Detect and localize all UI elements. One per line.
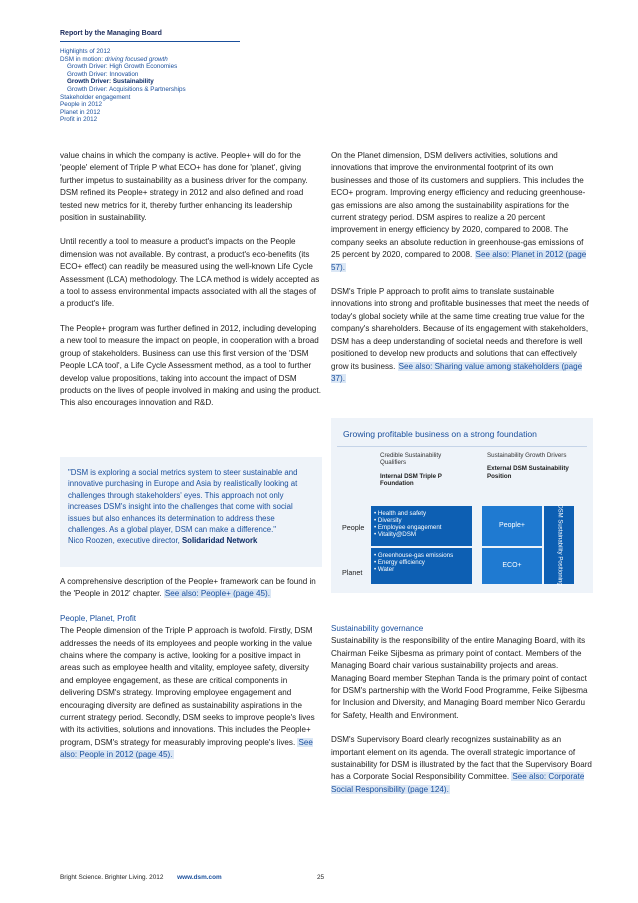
footer-url-link[interactable]: www.dsm.com (177, 874, 222, 881)
chapter-nav (60, 48, 240, 124)
report-header (60, 30, 240, 124)
eco-plus-label: ECO+ (502, 562, 522, 569)
page-footer (60, 874, 325, 881)
see-also-sharing-value-link[interactable]: See also: Sharing value among stakeholders (page 37). (331, 361, 583, 383)
nav-item-prefix: DSM in motion: (60, 55, 105, 63)
people-items-list (371, 506, 472, 542)
left-lower-column (60, 576, 322, 774)
column-header-text: Credible Sustainability Qualifiers (380, 452, 442, 467)
quote-text (68, 467, 314, 547)
nav-item-acquisitions[interactable]: Growth Driver: Acquisitions & Partnerships (67, 85, 186, 93)
people-plus-cell (482, 506, 542, 546)
paragraph-text: DSM's Supervisory Board clearly recognizes sustainability as an important element on its agenda. The overall strategic importance of sustainability for DSM is illustrated by the fact that the Supervisory Board has a Corporate Social Responsibility Committee. (331, 735, 592, 782)
paragraph (331, 286, 593, 385)
right-lower-column (331, 623, 593, 808)
planet-items-list (371, 548, 472, 577)
list-item: • Health and safety (374, 510, 427, 517)
right-column (331, 150, 593, 397)
nav-item-highlights[interactable]: Highlights of 2012 (60, 48, 111, 55)
quote-box (60, 457, 322, 567)
nav-item-dsm-in-motion[interactable] (60, 56, 240, 64)
section-title: Report by the Managing Board (60, 30, 240, 42)
see-also-csr-link[interactable]: See also: Corporate Social Responsibility (page 124). (331, 772, 585, 794)
paragraph-text: DSM's Triple P approach to profit aims to translate sustainable innovations into strong and profitable businesses that meet the needs of today's global society while at the same time creating true value for the company's shareholders. Because of its engagement with stakeholders, DSM has a deep understanding of societal needs and therefore is well positioned to develop new products and solutions that can effectively grow its business. (331, 287, 589, 371)
diagram-title: Growing profitable business on a strong foundation (343, 429, 537, 439)
page-number: 25 (317, 874, 325, 881)
list-item: • Vitality@DSM (374, 531, 417, 538)
paragraph-text: A comprehensive description of the People+ framework can be found in the 'People in 2012' chapter. (60, 577, 316, 599)
list-item: • Greenhouse-gas emissions (374, 552, 454, 559)
people-plus-label: People+ (499, 522, 525, 529)
column-header-qualifiers (380, 452, 468, 488)
paragraph: The People+ program was further defined in 2012, including developing a new tool to measure the impact on people, in cooperation with a broad group of stakeholders. Business can use this first version of the 'DSM People LCA tool', a Life Cycle Assessment method, as a tool to further develop value propositions, taking into account the impact of DSM products on the lives of people involved in making and using the product. This also encourages innovation and R&D. (60, 323, 321, 408)
section-heading: People, Planet, Profit (60, 613, 137, 623)
column-header-text: Sustainability Growth Drivers (487, 452, 567, 459)
nav-item-innovation[interactable]: Growth Driver: Innovation (67, 70, 139, 78)
see-also-people-plus-link[interactable]: See also: People+ (page 45). (164, 589, 270, 599)
nav-item-sustainability[interactable]: Growth Driver: Sustainability (67, 78, 154, 86)
nav-item-italic: driving focused growth (104, 55, 168, 63)
quote-body: "DSM is exploring a social metrics system to steer sustainable and innovative purchasing in Europe and Asia by realistically looking at challenges through stakeholders' eyes. This approach not only increases DSM's insight into the challenges that come with social issues but also enhances its determination to address these challenges. As a global player, DSM can make a difference." (68, 468, 298, 535)
paragraph: Until recently a tool to measure a product's impacts on the People dimension was not available. By contrast, a product's eco-benefits (its ECO+ effect) can readily be measured using the well-known Life Cycle Assessment (LCA) methodology. The LCA method is widely accepted as a tool to assess environmental impacts associated with all the stages of a product's life. (60, 237, 320, 309)
paragraph: Sustainability is the responsibility of the entire Managing Board, with its Chairman Feike Sijbesma as primary point of contact. Members of the Managing Board chair various sustainability projects and areas. Managing Board member Stephan Tanda is the primary point of contact for DSM's partnership with the World Food Programme, Feike Sijbesma for Inclusion and Diversity, and Managing Board member Nico Gerardu for Safety, Health and Environment. (331, 636, 588, 720)
nav-item-stakeholder[interactable]: Stakeholder engagement (60, 93, 131, 101)
eco-plus-cell (482, 548, 542, 584)
nav-item-people[interactable]: People in 2012 (60, 101, 103, 109)
paragraph: value chains in which the company is active. People+ will do for the 'people' element of Triple P what ECO+ has done for 'planet', giving further impetus to sustainability as a business driver for the company. DSM refined its People+ strategy in 2012 and also defined and road tested new metrics for it, thereby further enhancing its leadership position in sustainability. (60, 151, 308, 223)
nav-item-profit[interactable]: Profit in 2012 (60, 116, 98, 124)
planet-qualifiers-cell (371, 548, 472, 584)
people-qualifiers-cell (371, 506, 472, 546)
paragraph (331, 734, 593, 796)
row-label-planet: Planet (342, 568, 363, 577)
quote-organization: Solidaridad Network (181, 536, 258, 546)
positioning-label: DSM Sustainability Positioning (556, 504, 563, 586)
paragraph (60, 576, 322, 601)
list-item: • Water (374, 566, 395, 573)
paragraph-text: The People dimension of the Triple P approach is twofold. Firstly, DSM addresses the needs of its employees and people working in the value chains where the company is active, looking for a positive impact in areas such as employee health and vitality, employee safety, diversity and employee engagement, as these are critical components in delivering DSM's strategy. Improving employee engagement and encouraging diversity are defined as sustainability aspirations in the current strategy period. Secondly, DSM seeks to improve people's lives with its activities, solutions and innovations. This includes the People+ program, DSM's strategy for measurably improving people's lives. (60, 626, 315, 747)
left-column (60, 150, 322, 422)
paragraph (60, 625, 322, 761)
footer-tagline: Bright Science. Brighter Living. 2012 (60, 874, 164, 881)
positioning-bar (544, 506, 574, 584)
see-also-planet-link[interactable]: See also: Planet in 2012 (page 57). (331, 250, 587, 272)
list-item: • Diversity (374, 517, 402, 524)
nav-item-high-growth[interactable]: Growth Driver: High Growth Economies (67, 63, 178, 71)
list-item: • Employee engagement (374, 524, 442, 531)
paragraph (331, 150, 593, 274)
nav-item-planet[interactable]: Planet in 2012 (60, 108, 101, 116)
column-subheader: Internal DSM Triple P Foundation (380, 472, 442, 488)
divider (337, 446, 587, 447)
see-also-people-2012-link[interactable]: See also: People in 2012 (page 45). (60, 737, 313, 760)
column-header-drivers (487, 452, 587, 480)
quote-author: Nico Roozen, executive director, (68, 536, 182, 546)
paragraph-text: On the Planet dimension, DSM delivers activities, solutions and innovations that improve the environmental footprint of its own businesses and those of its customers and suppliers. This includes the ECO+ program. Improving energy efficiency and reducing greenhouse-gas emissions are also among the sustainability aspirations for the current strategy period. DSM aspires to realize a 20 percent improvement in energy efficiency by 2020, compared to 2008. The company seeks an absolute reduction in greenhouse-gas emissions of 25 percent by 2020, compared to 2008. (331, 151, 586, 260)
foundation-diagram (331, 418, 593, 593)
row-label-people: People (342, 523, 365, 532)
list-item: • Energy efficiency (374, 559, 425, 566)
section-heading: Sustainability governance (331, 624, 424, 633)
column-subheader: External DSM Sustainability Position (487, 465, 569, 480)
